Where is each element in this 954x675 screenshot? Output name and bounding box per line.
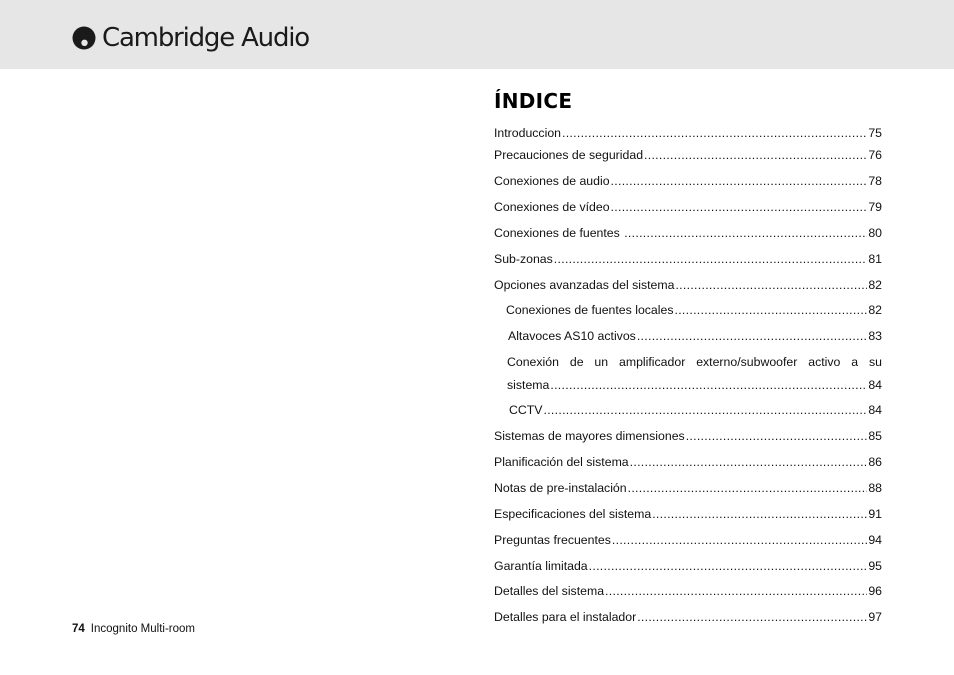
page-number: 74 <box>72 623 85 635</box>
toc-entry-page: 96 <box>868 584 882 598</box>
toc-entry-page: 78 <box>868 174 882 188</box>
toc-leader-dots <box>589 557 868 575</box>
toc-subentry[interactable] <box>506 301 882 319</box>
toc-entry-label: CCTV <box>509 403 543 417</box>
toc-leader-dots <box>628 479 868 497</box>
toc-leader-dots <box>675 276 867 294</box>
toc-leader-dots <box>543 401 867 419</box>
toc-leader-dots <box>637 327 867 345</box>
toc-entry-label: Sub-zonas <box>494 252 553 266</box>
toc-entry[interactable] <box>494 427 882 445</box>
toc-leader-dots <box>562 124 867 142</box>
toc-entry-label: Altavoces AS10 activos <box>508 329 636 343</box>
toc-leader-dots <box>611 198 868 216</box>
toc-entry-label: sistema <box>507 378 550 392</box>
toc-entry-label: Precauciones de seguridad <box>494 148 644 162</box>
toc-leader-dots <box>624 224 867 242</box>
toc-entry-page: 91 <box>868 507 882 521</box>
toc-subentry[interactable] <box>509 401 882 419</box>
toc-entry-label: Sistemas de mayores dimensiones <box>494 429 685 443</box>
toc-entry-page: 84 <box>868 403 882 417</box>
page-footer <box>72 623 195 635</box>
toc-entry[interactable] <box>494 250 882 268</box>
toc-entry-label: Conexiones de vídeo <box>494 200 610 214</box>
toc-entry-page: 82 <box>868 303 882 317</box>
toc-leader-dots <box>554 250 868 268</box>
toc-entry-page: 88 <box>868 481 882 495</box>
toc-subentry[interactable] <box>508 327 882 345</box>
toc-subentry-first-line[interactable]: Conexión de un amplificador externo/subwoofer activo a su <box>507 355 882 369</box>
toc-leader-dots <box>630 453 868 471</box>
toc-entry-label: Detalles del sistema <box>494 584 605 598</box>
toc-entry-page: 80 <box>868 226 882 240</box>
toc-entry[interactable] <box>494 224 882 242</box>
toc-entry-label: Preguntas frecuentes <box>494 533 611 547</box>
toc-entry-label: Introduccion <box>494 126 561 140</box>
toc-entry[interactable] <box>494 276 882 294</box>
toc-entry[interactable] <box>494 557 882 575</box>
cambridge-audio-logo-icon <box>72 26 96 50</box>
toc-entry-page: 75 <box>868 126 882 140</box>
toc-entry-page: 97 <box>868 610 882 624</box>
toc-entry-page: 85 <box>868 429 882 443</box>
toc-entry-page: 86 <box>868 455 882 469</box>
toc-leader-dots <box>612 531 867 549</box>
toc-entry-label: Opciones avanzadas del sistema <box>494 278 675 292</box>
toc-entry-label: Notas de pre-instalación <box>494 481 627 495</box>
toc-leader-dots <box>611 172 868 190</box>
product-name: Incognito Multi-room <box>90 623 195 635</box>
toc-entry-page: 79 <box>868 200 882 214</box>
toc-entry[interactable] <box>494 124 882 142</box>
toc-entry-label: Especificaciones del sistema <box>494 507 652 521</box>
page-header <box>0 0 954 69</box>
page-title: ÍNDICE <box>494 89 573 113</box>
toc-leader-dots <box>652 505 867 523</box>
toc-entry-label: Planificación del sistema <box>494 455 629 469</box>
toc-entry[interactable] <box>494 479 882 497</box>
toc-entry-label: Conexiones de fuentes <box>494 226 624 240</box>
toc-entry-page: 84 <box>868 378 882 392</box>
toc-leader-dots <box>550 376 867 394</box>
toc-entry-label: Garantía limitada <box>494 559 588 573</box>
toc-entry[interactable] <box>494 198 882 216</box>
toc-entry[interactable] <box>494 505 882 523</box>
brand-logo <box>72 22 309 54</box>
toc-entry[interactable] <box>494 172 882 190</box>
toc-entry-page: 76 <box>868 148 882 162</box>
toc-entry[interactable] <box>494 582 882 600</box>
toc-entry[interactable] <box>494 453 882 471</box>
toc-leader-dots <box>675 301 868 319</box>
toc-entry[interactable] <box>494 146 882 164</box>
toc-entry[interactable] <box>494 608 882 626</box>
toc-entry-label: Detalles para el instalador <box>494 610 637 624</box>
toc-leader-dots <box>686 427 868 445</box>
toc-leader-dots <box>605 582 867 600</box>
toc-entry-page: 95 <box>868 559 882 573</box>
toc-entry-page: 82 <box>868 278 882 292</box>
toc-entry-page: 94 <box>868 533 882 547</box>
toc-entry-page: 81 <box>868 252 882 266</box>
toc-entry[interactable] <box>494 531 882 549</box>
toc-entry-label: Conexiones de fuentes locales <box>506 303 674 317</box>
brand-name: Cambridge Audio <box>102 23 309 53</box>
toc-leader-dots <box>637 608 867 626</box>
toc-subentry[interactable] <box>507 376 882 394</box>
toc-entry-label: Conexiones de audio <box>494 174 610 188</box>
toc-leader-dots <box>644 146 867 164</box>
toc-entry-page: 83 <box>868 329 882 343</box>
